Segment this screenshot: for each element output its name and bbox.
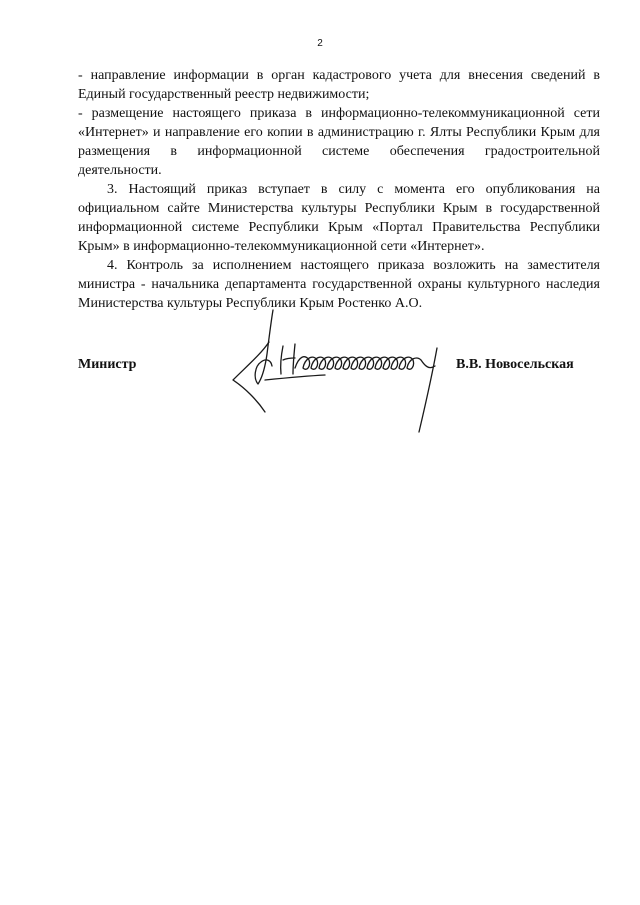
document-body xyxy=(78,66,600,313)
signatory-title: Министр xyxy=(78,357,137,372)
page-number: 2 xyxy=(317,38,323,49)
paragraph-control: 4. Контроль за исполнением настоящего приказа возложить на заместителя министра - начальника департамента государственной охраны культурного наследия Министерства культуры Республики Крым Ростенко А.О. xyxy=(78,258,600,311)
paragraph-effective-date: 3. Настоящий приказ вступает в силу с момента его опубликования на официальном сайте Министерства культуры Республики Крым в государственной информационной системе Республики Крым «Портал Правительства Республики Крым» в информационно-телекоммуникационной сети «Интернет». xyxy=(78,182,600,254)
handwritten-signature xyxy=(225,308,457,436)
signatory-name: В.В. Новосельская xyxy=(456,357,574,372)
paragraph-internet-publication: - размещение настоящего приказа в информационно-телекоммуникационной сети «Интернет» и направление его копии в администрацию г. Ялты Республики Крым для размещения в информационной системе обеспечения градостроительной деятельности. xyxy=(78,106,600,178)
paragraph-cadastral-info: - направление информации в орган кадастрового учета для внесения сведений в Единый государственный реестр недвижимости; xyxy=(78,68,600,102)
